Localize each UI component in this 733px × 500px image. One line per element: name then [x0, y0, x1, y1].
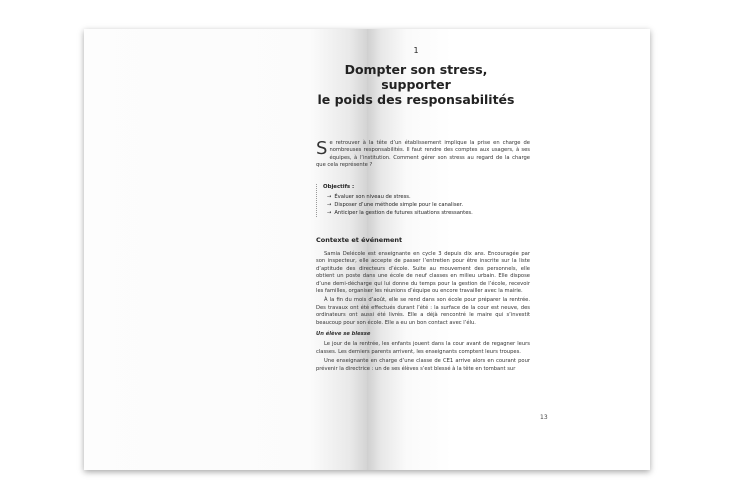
subheading: Un élève se blesse	[316, 331, 371, 338]
body-paragraph: À la fin du mois d’août, elle se rend dans son école pour préparer la rentrée. Des travaux ont été effectués durant l’été : la surface de la cour est neuve, des ordinateurs ont aussi été livrés. Elle a déjà rencontré le maire qui s’investit beaucoup pour son école. Elle a eu un bon contact avec l’élu.	[316, 297, 530, 326]
chapter-title-line-2: le poids des responsabilités	[317, 92, 515, 107]
arrow-icon: →	[327, 194, 332, 201]
objective-item: → Évaluer son niveau de stress.	[327, 194, 411, 201]
objectives-box	[316, 184, 537, 217]
intro-paragraph	[316, 140, 530, 170]
intro-text: e retrouver à la tête d’un établissement implique la prise en charge de nombreuses responsabilités. Il faut rendre des comptes aux usagers, à ses équipes, à l’institution. Comment gérer son stress au regard de la charge que cela représente ?	[316, 140, 530, 169]
chapter-title-line-1: Dompter son stress, supporter	[344, 62, 488, 92]
body-paragraph: Une enseignante en charge d’une classe de CE1 arrive alors en courant pour prévenir la directrice : un de ses élèves s’est blessé à la tête en tombant sur	[316, 358, 530, 372]
body-paragraph: Samia Delécole est enseignante en cycle 3 depuis dix ans. Encouragée par son inspecteur, elle accepte de passer l’entretien pour être inscrite sur la liste d’aptitude des directeurs d’école. Suite au mouvement des personnels, elle obtient un poste dans une école de neuf classes en milieu urbain. Elle dispose d’une demi-décharge qui lui donne du temps pour la gestion de l’école, recevoir les familles, organiser les réunions d’équipe ou encore travailler avec la mairie.	[316, 251, 530, 295]
section-heading: Contexte et événement	[316, 236, 403, 244]
page-number: 13	[540, 414, 548, 421]
body-text	[316, 251, 530, 375]
arrow-icon: →	[327, 202, 332, 208]
objective-item: → Disposer d’une méthode simple pour le canaliser.	[327, 202, 464, 208]
chapter-number: 1	[413, 46, 419, 55]
right-page-content	[316, 0, 560, 441]
objective-item: → Anticiper la gestion de futures situations stressantes.	[327, 209, 473, 216]
chapter-title	[316, 62, 516, 107]
drop-cap: S	[316, 138, 328, 159]
objectives-list	[323, 194, 537, 217]
objectives-heading: Objectifs :	[323, 184, 355, 190]
body-paragraph: Le jour de la rentrée, les enfants jouent dans la cour avant de regagner leurs classes. Les derniers parents arrivent, les enseignants comptent leurs troupes.	[316, 341, 530, 355]
arrow-icon: →	[327, 209, 332, 216]
